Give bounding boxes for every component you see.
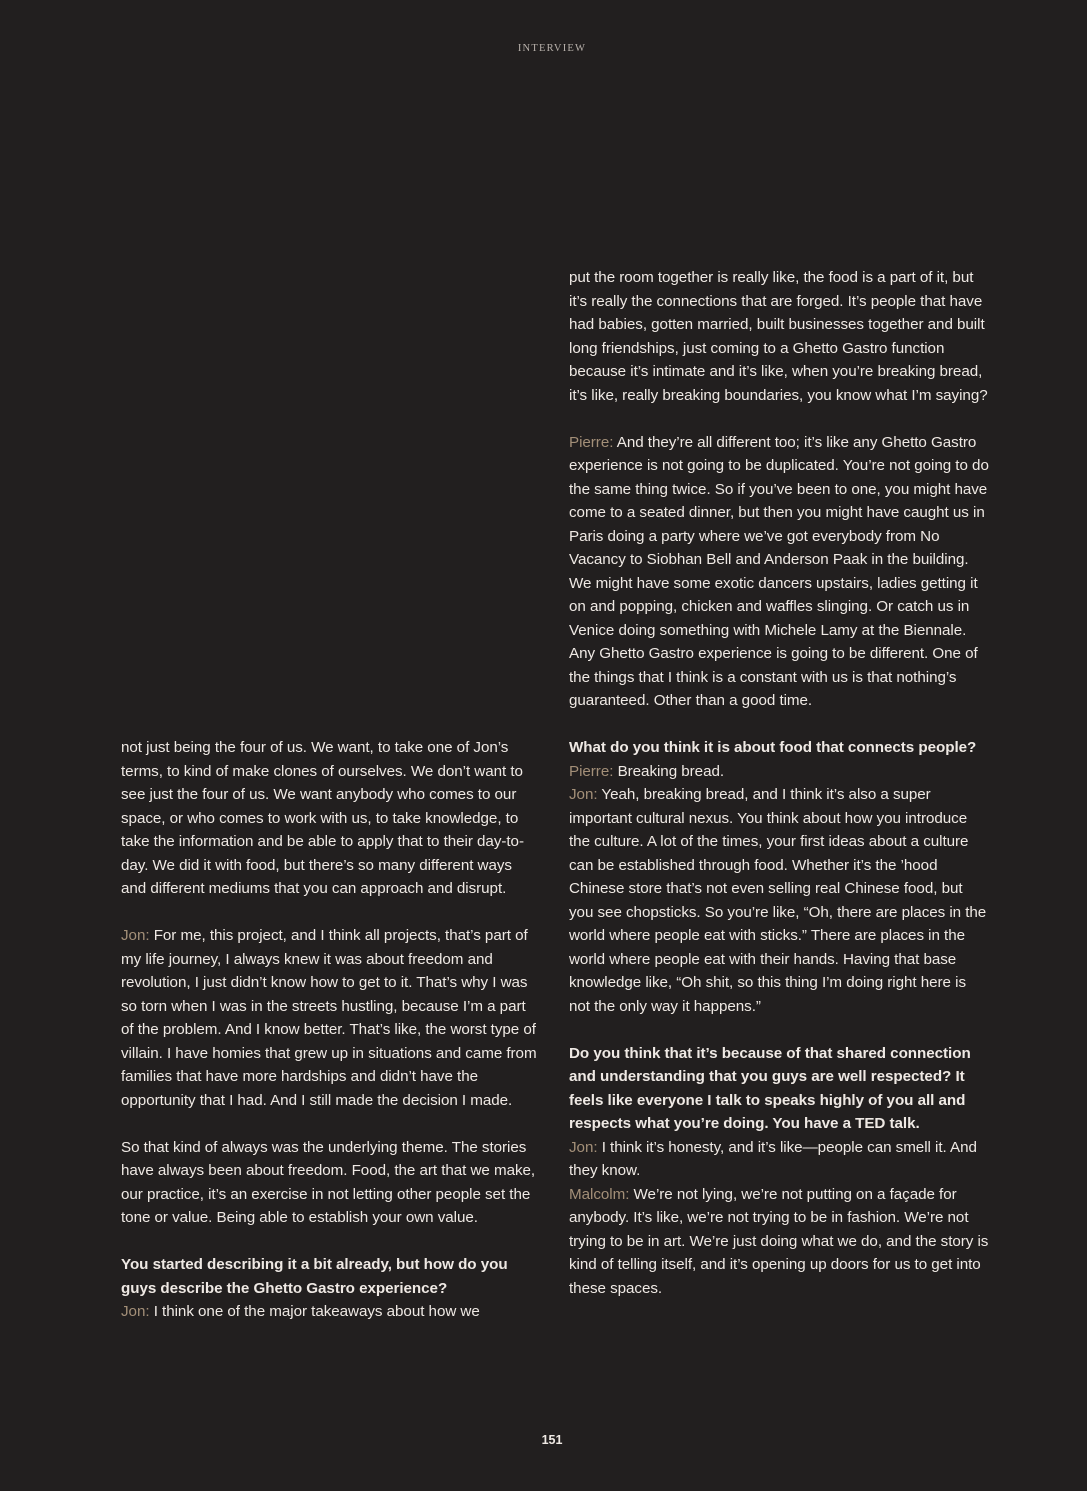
speaker-label: Jon: xyxy=(121,927,150,944)
answer-text: Yeah, breaking bread, and I think it’s also a super important cultural nexus. You think about how you introduce the culture. A lot of the times, your first ideas about a culture can be established through food. Whether it’s the ’hood Chinese store that’s not even selling real Chinese food, but you see chopsticks. So you’re like, “Oh, there are places in the world where people eat with sticks.” There are places in the world where people eat with their hands. Having that base knowledge like, “Oh shit, so this thing I’m doing right here is not the only way it happens.” xyxy=(569,786,987,1015)
page-number: 151 xyxy=(541,1433,563,1447)
right-column xyxy=(569,266,989,1300)
speaker-label: Jon: xyxy=(569,1138,598,1156)
speaker-label: Jon: xyxy=(569,786,598,803)
answer-text: We’re not lying, we’re not putting on a façade for anybody. It’s like, we’re not trying to be in fashion. We’re not trying to be in art. We’re just doing what we do, and the story is kind of telling itself, and it’s opening up doors for us to get into these spaces. xyxy=(569,1185,989,1297)
body-paragraph xyxy=(569,431,989,713)
body-paragraph xyxy=(569,266,989,407)
interview-question: Do you think that it’s because of that shared connection and understanding that you guys are well respected? It feels like everyone I talk to speaks highly of you all and respects what you’re doing. You have a TED talk. xyxy=(569,1044,971,1132)
speaker-label: Pierre: xyxy=(569,433,614,451)
speaker-label: Pierre: xyxy=(569,762,614,780)
answer-text: I think it’s honesty, and it’s like—people can smell it. And they know. xyxy=(569,1138,977,1179)
body-paragraph xyxy=(121,924,539,1112)
body-paragraph xyxy=(121,1136,539,1230)
interview-answer xyxy=(569,760,989,784)
interview-answer xyxy=(569,783,989,1018)
paragraph-text: not just being the four of us. We want, to take one of Jon’s terms, to kind of make clones of ourselves. We don’t want to see just the four of us. We want anybody who comes to our space, or who comes to work with us, to take knowledge, to take the information and be able to apply that to their day-to-day. We did it with food, but there’s so many different ways and different mediums that you can approach and disrupt. xyxy=(121,739,524,897)
interview-answer xyxy=(121,1300,539,1324)
section-header: INTERVIEW xyxy=(517,43,587,54)
left-column xyxy=(121,736,539,1324)
paragraph-text: So that kind of always was the underlying theme. The stories have always been about freedom. Food, the art that we make, our practice, it’s an exercise in not letting other people set the tone or value. Being able to establish your own value. xyxy=(121,1138,536,1226)
paragraph-text: For me, this project, and I think all projects, that’s part of my life journey, I always knew it was about freedom and revolution, I just didn’t know how to get to it. That’s why I was so torn when I was in the streets hustling, because I’m a part of the problem. And I know better. That’s like, the worst type of villain. I have homies that grew up in situations and came from families that have more hardships and didn’t have the opportunity that I had. And I still made the decision I made. xyxy=(121,927,537,1109)
answer-text: Breaking bread. xyxy=(617,762,725,780)
interview-question: You started describing it a bit already, but how do you guys describe the Ghetto Gastro experience? xyxy=(121,1256,508,1297)
interview-answer xyxy=(569,1183,989,1301)
speaker-label: Jon: xyxy=(121,1303,150,1320)
interview-question: What do you think it is about food that connects people? xyxy=(569,739,977,756)
answer-text: I think one of the major takeaways about how we xyxy=(153,1303,480,1320)
interview-answer xyxy=(569,1136,989,1183)
paragraph-text: put the room together is really like, the food is a part of it, but it’s really the connections that are forged. It’s people that have had babies, gotten married, built businesses together and built long friendships, just coming to a Ghetto Gastro function because it’s intimate and it’s like, when you’re breaking bread, it’s like, really breaking boundaries, you know what I’m saying? xyxy=(569,269,988,404)
body-paragraph xyxy=(121,736,539,901)
speaker-label: Malcolm: xyxy=(569,1185,630,1203)
paragraph-text: And they’re all different too; it’s like any Ghetto Gastro experience is not going to be duplicated. You’re not going to do the same thing twice. So if you’ve been to one, you might have come to a seated dinner, but then you might have caught us in Paris doing a party where we’ve got everybody from No Vacancy to Siobhan Bell and Anderson Paak in the building. We might have some exotic dancers upstairs, ladies getting it on and popping, chicken and waffles slinging. Or catch us in Venice doing something with Michele Lamy at the Biennale. Any Ghetto Gastro experience is going to be different. One of the things that I think is a constant with us is that nothing’s guaranteed. Other than a good time. xyxy=(569,433,989,709)
